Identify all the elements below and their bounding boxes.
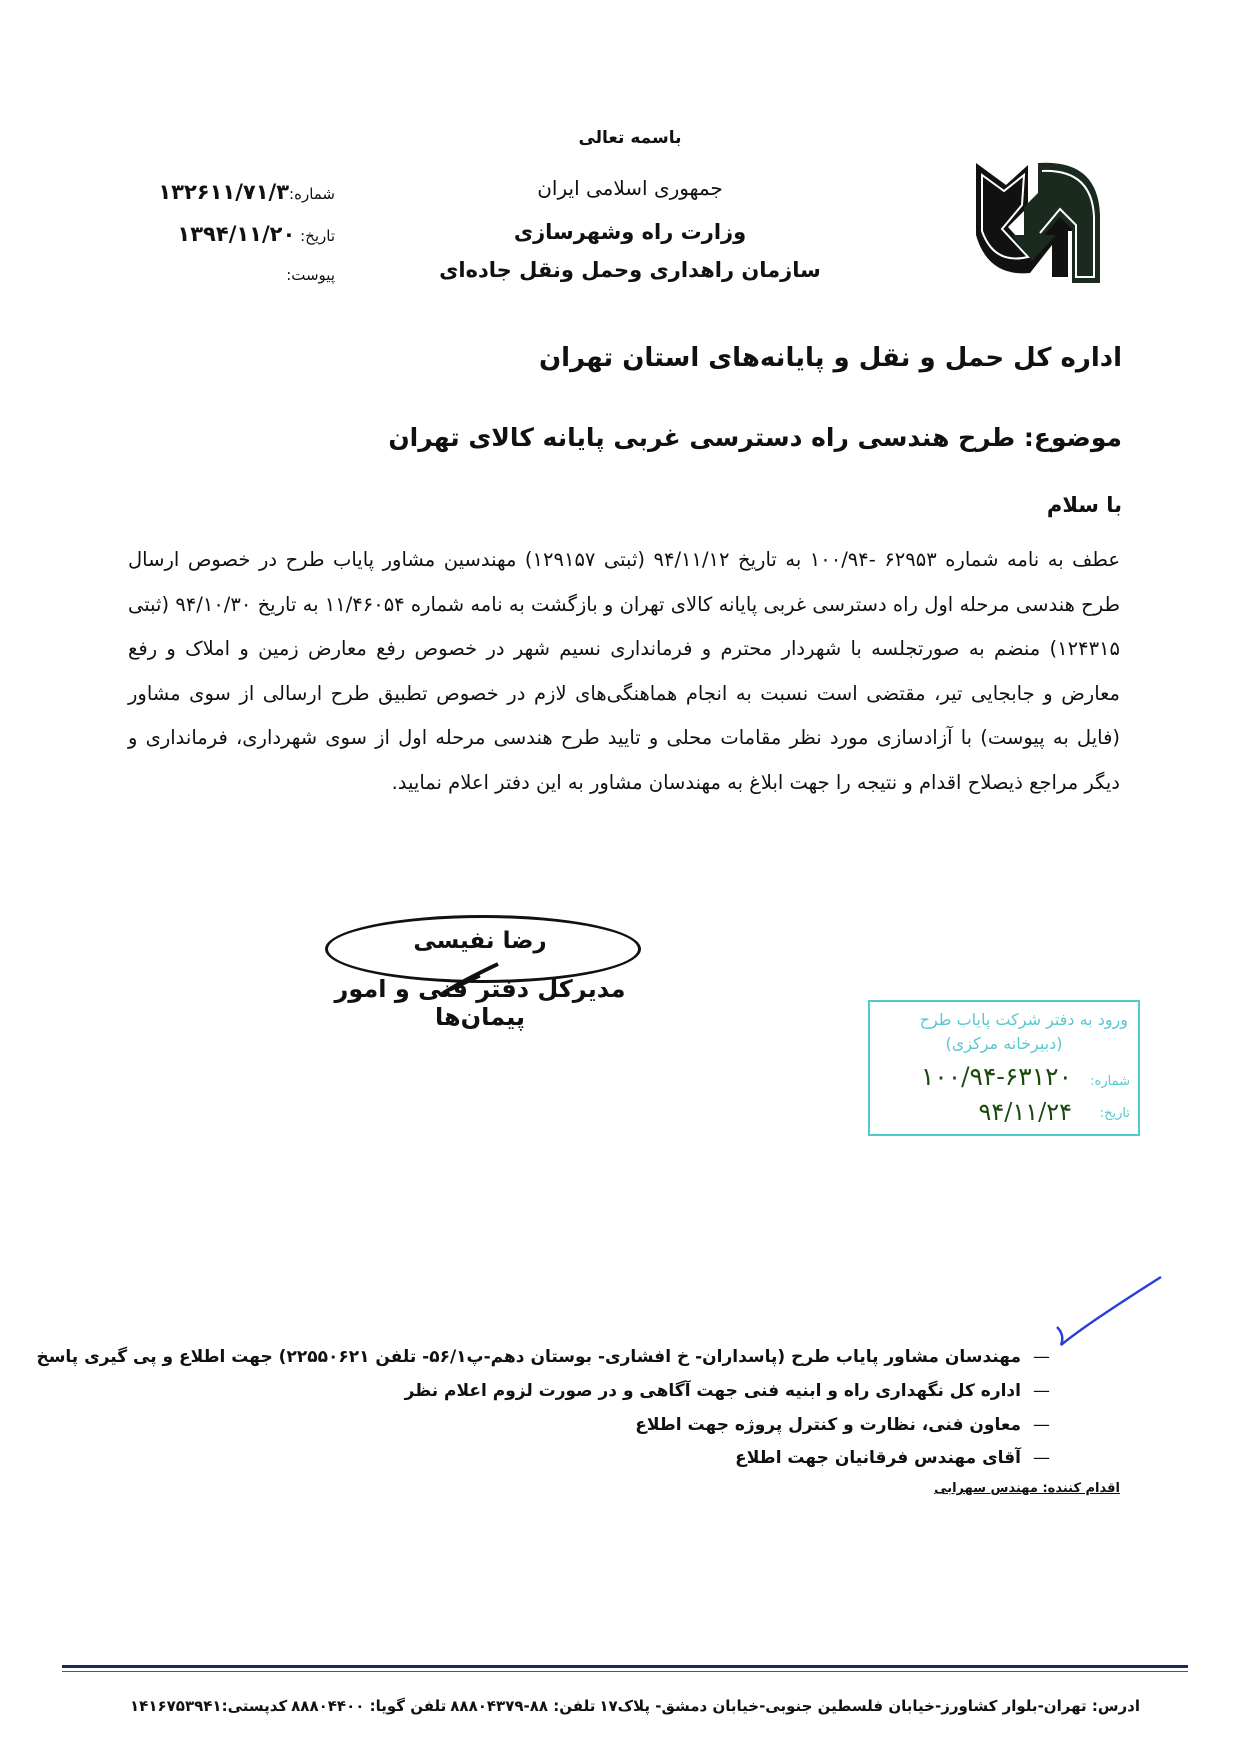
stamp-date-value: ۹۴/۱۱/۲۴ <box>978 1098 1072 1126</box>
action-by: اقدام کننده: مهندس سهرابی <box>934 1481 1120 1496</box>
cc-dash: — <box>1033 1448 1050 1468</box>
signature-stroke-icon <box>440 960 500 1000</box>
cc-item-text: اداره کل نگهداری راه و ابنیه فنی جهت آگاهی و در صورت لزوم اعلام نظر <box>404 1381 1021 1401</box>
greeting: با سلام <box>1046 493 1122 517</box>
footer-contact <box>130 1697 1140 1715</box>
letter-number <box>135 180 335 204</box>
footer-divider-thin <box>62 1671 1188 1672</box>
cc-dash: — <box>1033 1347 1050 1367</box>
letter-body: عطف به نامه شماره ۶۲۹۵۳ -۱۰۰/۹۴ به تاریخ ۹۴/۱۱/۱۲ (ثبتی ۱۲۹۱۵۷) مهندسین مشاور پایاب طرح در خصوص ارسال طرح هندسی مرحله اول راه دسترسی غربی پایانه کالای تهران و بازگشت به نامه شماره ۱۱/۴۶۰۵۴ به تاریخ ۹۴/۱۰/۳۰ (ثبتی ۱۲۴۳۱۵) منضم به صورتجلسه با شهردار محترم و فرمانداری نسیم شهر در خصوص رفع معارض زمین و املاک و رفع معارض و جابجایی تیر، مقتضی است نسبت به انجام هماهنگی‌های لازم در خصوص تطبیق طرح ارسالی از سوی مشاور (فایل به پیوست) با آزادسازی مورد نظر مقامات محلی و تایید طرح هندسی مرحله اول از سوی شهرداری، فرمانداری و دیگر مراجع ذیصلاح اقدام و نتیجه را جهت ابلاغ به مهندسان مشاور به این دفتر اعلام نمایید. <box>128 548 1120 794</box>
cc-item <box>36 1347 1050 1367</box>
attachment-label: پیوست: <box>286 266 335 284</box>
cc-item <box>635 1415 1050 1435</box>
letter-number-value: ۱۳۲۶۱۱/۷۱/۳ <box>158 180 290 204</box>
stamp-number-value: ۱۰۰/۹۴-۶۳۱۲۰ <box>920 1062 1072 1091</box>
footer-voice-phone: تلفن گویا: ۸۸۸۰۴۴۰۰ <box>291 1697 447 1715</box>
signatory-title: مدیرکل دفتر فنی و امور پیمان‌ها <box>334 975 626 1031</box>
letter-date-value: ۱۳۹۴/۱۱/۲۰ <box>177 222 296 246</box>
letter-date-label: تاریخ: <box>300 227 335 245</box>
footer-divider <box>62 1665 1188 1668</box>
stamp-line1: ورود به دفتر شرکت پایاب طرح <box>919 1010 1128 1029</box>
cc-item-text: معاون فنی، نظارت و کنترل پروژه جهت اطلاع <box>635 1415 1021 1435</box>
footer-phone: تلفن: ۸۸-۸۸۸۰۴۳۷۹ <box>450 1697 596 1715</box>
letter-date <box>135 222 335 246</box>
footer-address: ادرس: تهران-بلوار کشاورز-خیابان فلسطین جنوبی-خیابان دمشق- پلاک۱۷ <box>599 1697 1140 1715</box>
footer-postal-code: کدپستی:۱۴۱۶۷۵۳۹۴۱ <box>130 1697 288 1715</box>
signatory-name: رضا نفیسی <box>413 928 547 954</box>
subject-line: موضوع: طرح هندسی راه دسترسی غربی پایانه کالای تهران <box>388 423 1122 452</box>
checkmark-icon <box>1055 1275 1165 1350</box>
recipient: اداره کل حمل و نقل و پایانه‌های استان تهران <box>538 343 1122 373</box>
stamp-number-label: شماره: <box>1090 1074 1130 1089</box>
cc-item <box>405 1381 1050 1401</box>
cc-dash: — <box>1033 1415 1050 1435</box>
stamp-line2: (دبیرخانه مرکزی) <box>945 1034 1063 1053</box>
republic-heading: جمهوری اسلامی ایران <box>537 176 723 200</box>
ministry-heading: وزارت راه وشهرسازی <box>513 220 747 244</box>
organization-logo <box>968 155 1108 290</box>
letter-number-label: شماره: <box>289 185 335 203</box>
cc-item-text: آقای مهندس فرقانیان جهت اطلاع <box>735 1448 1021 1468</box>
cc-dash: — <box>1033 1381 1050 1401</box>
cc-item <box>735 1448 1050 1468</box>
cc-item-text: مهندسان مشاور پایاب طرح (پاسداران- خ افشاری- بوستان دهم-پ۵۶/۱- تلفن ۲۲۵۵۰۶۲۱) جهت اطلاع و پی گیری پاسخ <box>36 1347 1021 1367</box>
organization-heading: سازمان راهداری وحمل ونقل جاده‌ای <box>439 258 821 282</box>
bismillah-heading: باسمه تعالی <box>578 128 682 148</box>
stamp-date-label: تاریخ: <box>1099 1106 1130 1121</box>
receipt-stamp <box>868 1000 1140 1136</box>
